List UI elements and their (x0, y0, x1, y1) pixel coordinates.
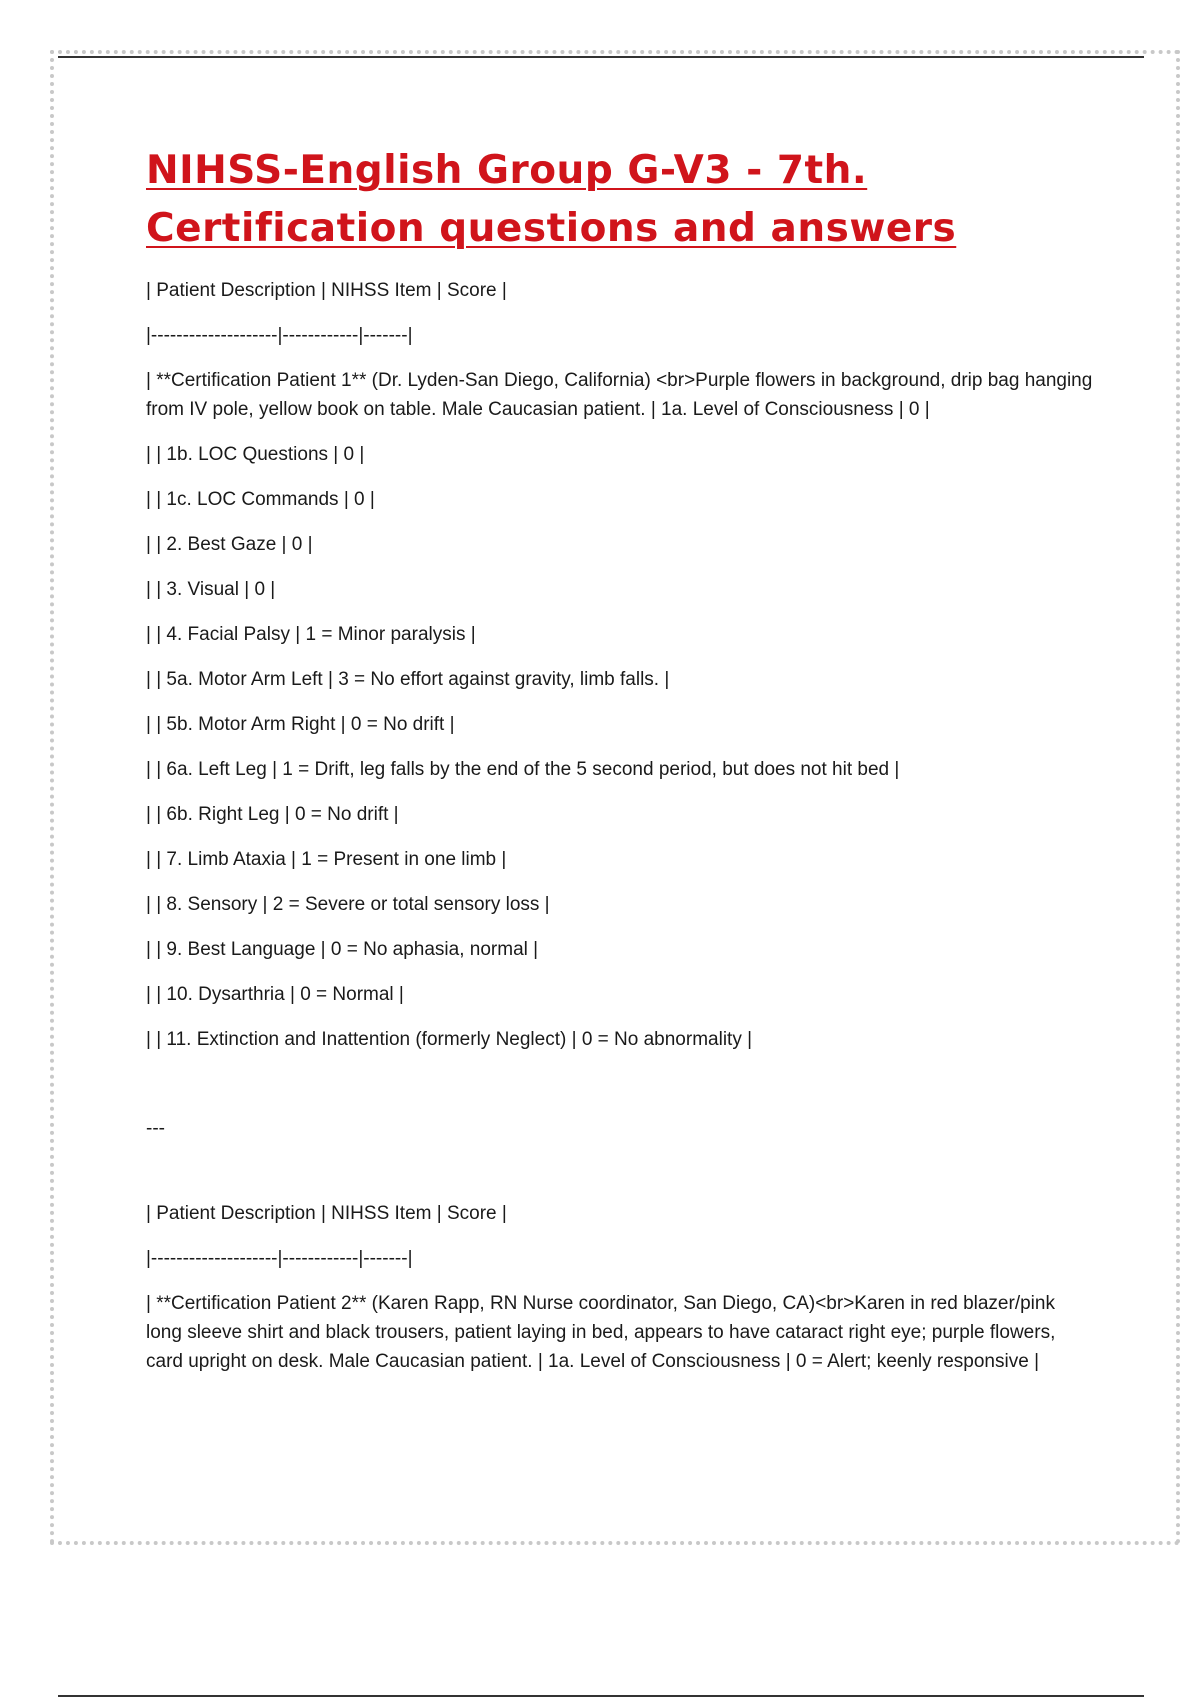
table-row: | | 1c. LOC Commands | 0 | (146, 489, 375, 510)
document-body (146, 142, 1096, 1392)
table-row: | | 2. Best Gaze | 0 | (146, 534, 313, 555)
section-patient-2 (146, 1199, 1096, 1376)
table-row: | | 6b. Right Leg | 0 = No drift | (146, 804, 399, 825)
table-row: | | 6a. Left Leg | 1 = Drift, leg falls by the end of the 5 second period, but does not hit bed | (146, 759, 900, 780)
top-rule (58, 56, 1144, 58)
table-row: | | 11. Extinction and Inattention (formerly Neglect) | 0 = No abnormality | (146, 1029, 753, 1050)
table-separator-row: |--------------------|------------|-------| (146, 325, 413, 346)
table-row: | | 7. Limb Ataxia | 1 = Present in one limb | (146, 849, 507, 870)
table-row: | | 4. Facial Palsy | 1 = Minor paralysis | (146, 624, 476, 645)
table-separator-row: |--------------------|------------|-------| (146, 1248, 413, 1269)
patient-description-row: | **Certification Patient 2** (Karen Rapp, RN Nurse coordinator, San Diego, CA)<br>Karen in red blazer/pink long sleeve shirt and black trousers, patient laying in bed, appears to have cataract right eye; purple flowers, card upright on desk. Male Caucasian patient. | 1a. Level of Consciousness | 0 = Alert; keenly responsive | (146, 1293, 1061, 1372)
horizontal-divider: --- (146, 1118, 165, 1139)
section-patient-1 (146, 276, 1096, 1054)
table-row: | | 9. Best Language | 0 = No aphasia, normal | (146, 939, 539, 960)
spacer (146, 1070, 1096, 1114)
bottom-rule (58, 1695, 1144, 1697)
table-row: | | 8. Sensory | 2 = Severe or total sensory loss | (146, 894, 550, 915)
table-header-row: | Patient Description | NIHSS Item | Score | (146, 280, 507, 301)
table-row: | | 3. Visual | 0 | (146, 579, 276, 600)
document-title: NIHSS-English Group G-V3 - 7th. Certification questions and answers (146, 148, 957, 251)
table-row: | | 5b. Motor Arm Right | 0 = No drift | (146, 714, 455, 735)
table-row: | | 1b. LOC Questions | 0 | (146, 444, 365, 465)
table-row: | | 10. Dysarthria | 0 = Normal | (146, 984, 404, 1005)
patient-description-row: | **Certification Patient 1** (Dr. Lyden-San Diego, California) <br>Purple flowers in background, drip bag hanging from IV pole, yellow book on table. Male Caucasian patient. | 1a. Level of Consciousness | 0 | (146, 370, 1098, 420)
table-header-row: | Patient Description | NIHSS Item | Score | (146, 1203, 507, 1224)
table-row: | | 5a. Motor Arm Left | 3 = No effort against gravity, limb falls. | (146, 669, 670, 690)
spacer (146, 1159, 1096, 1199)
